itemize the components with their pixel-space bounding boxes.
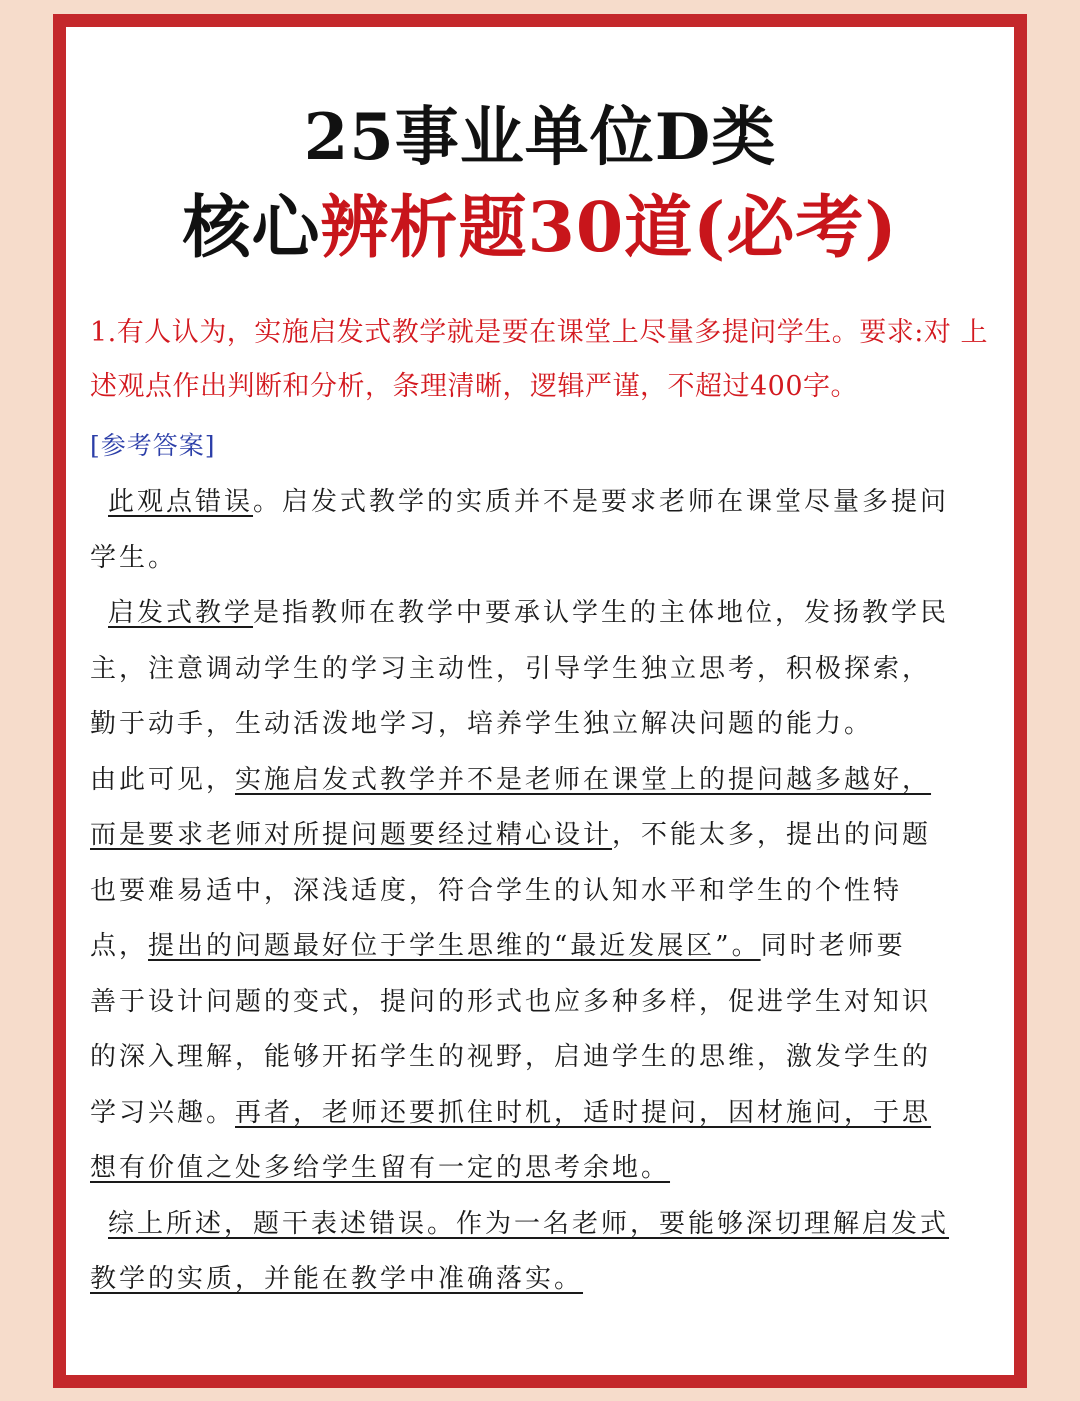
text-run: ，不能太多，提出的问题 [612, 820, 932, 850]
text-line [90, 753, 1000, 809]
answer-paragraph-4 [90, 1197, 1000, 1308]
text-line: 也要难易适中，深浅适度，符合学生的认知水平和学生的个性特 [90, 875, 903, 906]
text-run: 学习兴趣。 [90, 1097, 236, 1128]
text-line [90, 586, 1000, 642]
text-line [90, 1197, 1000, 1253]
underlined-text: 想有价值之处多给学生留有一定的思考余地。 [90, 1153, 671, 1183]
underlined-text: 综上所述，题干表述错误。作为一名老师，要能够深切理解启发式 [108, 1208, 950, 1239]
underlined-text: 提出的问题最好位于学生思维的“最近发展区”。 [148, 931, 761, 961]
text-line [90, 475, 1000, 531]
text-run: 同时老师要 [760, 931, 906, 961]
underlined-text: 此观点错误 [108, 487, 254, 517]
answer-paragraph-3 [90, 753, 1000, 1197]
underlined-text: 再者，老师还要抓住时机，适时提问，因材施问，于思 [235, 1097, 932, 1128]
text-line: 的深入理解，能够开拓学生的视野，启迪学生的思维，激发学生的 [90, 1042, 932, 1072]
text-line [90, 1141, 1000, 1197]
answer-paragraph-2 [90, 586, 1000, 753]
answer-label: [参考答案] [90, 431, 216, 460]
text-run: 。启发式教学的实质并不是要求老师在课堂尽量多提问 [253, 487, 950, 517]
text-run: 点， [90, 931, 149, 961]
text-run: 是指教师在教学中要承认学生的主体地位，发扬教学民 [253, 598, 950, 628]
title-black-part: 核心 [182, 188, 321, 268]
text-line: 主，注意调动学生的学习主动性，引导学生独立思考，积极探索， [90, 653, 932, 684]
text-line [90, 808, 1000, 864]
text-line: 善于设计问题的变式，提问的形式也应多种多样，促进学生对知识 [90, 986, 932, 1017]
question-text [90, 306, 990, 414]
title-red-part: 辨析题30道(必考) [320, 188, 898, 268]
text-line: 学生。 [90, 542, 178, 573]
underlined-text: 教学的实质，并能在教学中准确落实。 [90, 1264, 584, 1294]
underlined-text: 而是要求老师对所提问题要经过精心设计 [90, 820, 613, 850]
underlined-text: 启发式教学 [108, 598, 254, 628]
text-line [90, 919, 1000, 975]
text-line [90, 1252, 1000, 1308]
text-line: 勤于动手，生动活泼地学习，培养学生独立解决问题的能力。 [90, 709, 874, 739]
text-run: 由此可见， [90, 764, 236, 795]
answer-paragraph-1 [90, 475, 1000, 586]
underlined-text: 实施启发式教学并不是老师在课堂上的提问越多越好， [235, 764, 932, 795]
answer-body [90, 475, 1000, 1308]
question-line: 上述观点作出判断和分析，条理清晰，逻辑严谨，不超过400字。 [90, 317, 988, 402]
title-line-1: 25事业单位D类 [303, 100, 777, 175]
text-line [90, 1086, 1000, 1142]
title-line-2 [0, 174, 1080, 271]
question-line: 1.有人认为，实施启发式教学就是要在课堂上尽量多提问学生。要求:对 [90, 317, 952, 348]
